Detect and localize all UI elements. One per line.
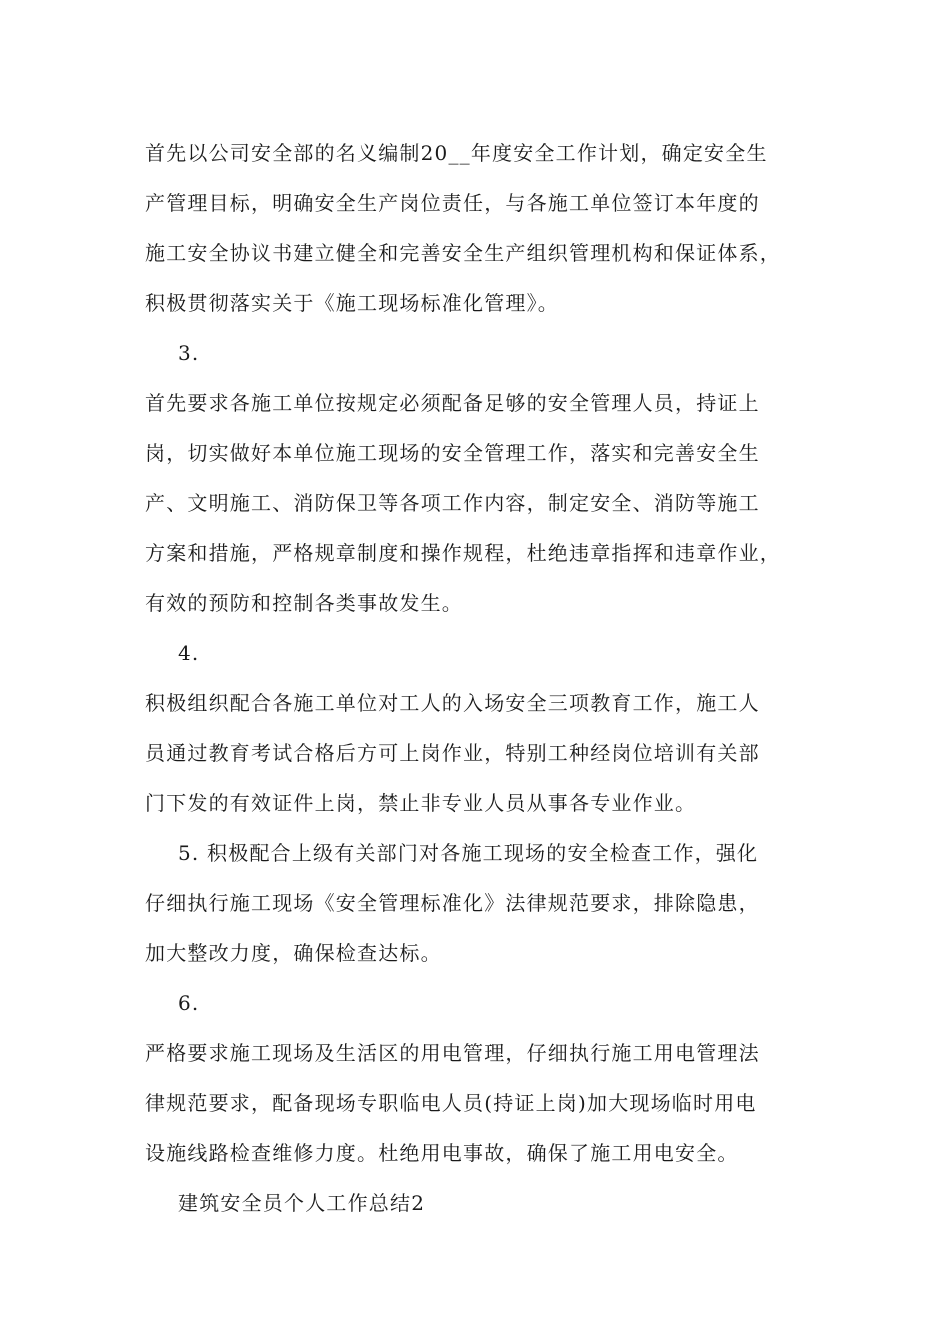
body-text-line: 岗，切实做好本单位施工现场的安全管理工作，落实和完善安全生 <box>145 441 760 465</box>
section-number: 6. <box>178 991 200 1015</box>
body-text-line: 设施线路检查维修力度。杜绝用电事故，确保了施工用电安全。 <box>145 1141 739 1165</box>
section-heading: 建筑安全员个人工作总结2 <box>178 1191 426 1215</box>
body-text-line: 首先以公司安全部的名义编制20__年度安全工作计划，确定安全生 <box>145 141 768 165</box>
body-text-line: 首先要求各施工单位按规定必须配备足够的安全管理人员，持证上 <box>145 391 760 415</box>
body-text-line: 加大整改力度，确保检查达标。 <box>145 941 442 965</box>
section-number: 3. <box>178 341 200 365</box>
body-text-line: 员通过教育考试合格后方可上岗作业，特别工种经岗位培训有关部 <box>145 741 760 765</box>
body-text-line: 积极组织配合各施工单位对工人的入场安全三项教育工作，施工人 <box>145 691 760 715</box>
body-text-line: 产管理目标，明确安全生产岗位责任，与各施工单位签订本年度的 <box>145 191 760 215</box>
body-text-line: 严格要求施工现场及生活区的用电管理，仔细执行施工用电管理法 <box>145 1041 760 1065</box>
section-paragraph-start: 5. 积极配合上级有关部门对各施工现场的安全检查工作，强化 <box>178 841 759 865</box>
body-text-line: 有效的预防和控制各类事故发生。 <box>145 591 463 615</box>
body-text-line: 门下发的有效证件上岗，禁止非专业人员从事各专业作业。 <box>145 791 697 815</box>
body-text-line: 积极贯彻落实关于《施工现场标准化管理》。 <box>145 291 559 315</box>
body-text-line: 律规范要求，配备现场专职临电人员(持证上岗)加大现场临时用电 <box>145 1091 757 1115</box>
section-number: 4. <box>178 641 200 665</box>
body-text-line: 方案和措施，严格规章制度和操作规程，杜绝违章指挥和违章作业， <box>145 541 781 565</box>
body-text-line: 施工安全协议书建立健全和完善安全生产组织管理机构和保证体系， <box>145 241 781 265</box>
body-text-line: 仔细执行施工现场《安全管理标准化》法律规范要求，排除隐患， <box>145 891 760 915</box>
body-text-line: 产、文明施工、消防保卫等各项工作内容，制定安全、消防等施工 <box>145 491 760 515</box>
